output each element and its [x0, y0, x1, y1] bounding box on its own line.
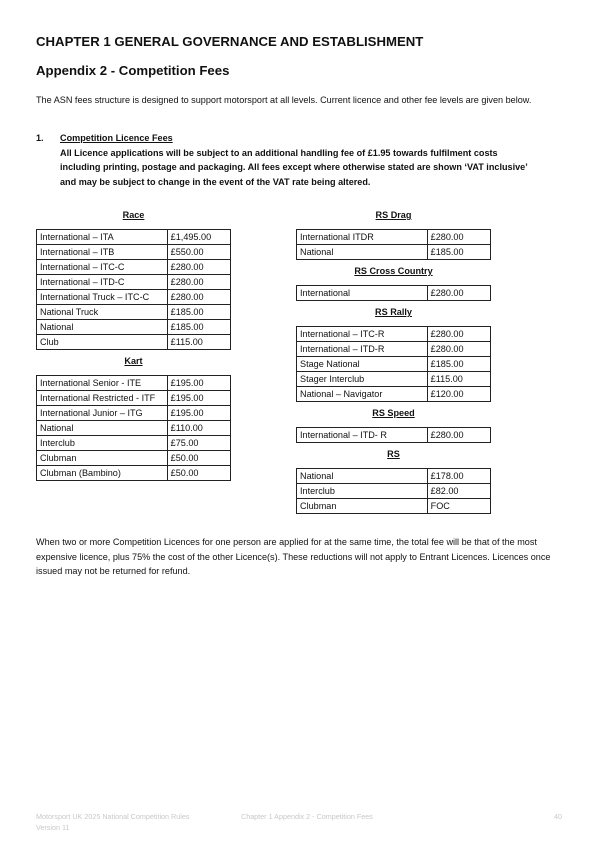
licence-name: Stager Interclub [297, 372, 428, 387]
licence-name: International – ITC-C [37, 260, 168, 275]
licence-fee: £120.00 [427, 387, 490, 402]
licence-fee: £280.00 [427, 342, 490, 357]
licence-fee: £115.00 [427, 372, 490, 387]
table-row [37, 436, 231, 451]
kart-fees-table [36, 375, 231, 481]
licence-name: National [297, 245, 428, 260]
rs-table-title: RS [387, 449, 400, 459]
licence-fee: £185.00 [167, 305, 230, 320]
table-row [37, 466, 231, 481]
appendix-title: Appendix 2 - Competition Fees [36, 63, 230, 78]
table-row [297, 428, 491, 443]
licence-name: International – ITD-R [297, 342, 428, 357]
section-heading: Competition Licence Fees [60, 133, 173, 143]
table-row [37, 260, 231, 275]
licence-name: International Truck – ITC-C [37, 290, 168, 305]
licence-name: International ITDR [297, 230, 428, 245]
licence-fee: £280.00 [427, 327, 490, 342]
table-row [37, 451, 231, 466]
kart-table-title: Kart [124, 356, 143, 366]
intro-paragraph: The ASN fees structure is designed to support motorsport at all levels. Current licence and other fee levels are given below. [36, 95, 532, 105]
table-row [297, 327, 491, 342]
licence-fee: £280.00 [167, 275, 230, 290]
licence-fee: £280.00 [427, 286, 490, 301]
licence-fee: FOC [427, 499, 490, 514]
licence-name: Clubman [297, 499, 428, 514]
left-column [36, 209, 231, 486]
licence-name: Clubman [37, 451, 168, 466]
licence-name: International – ITD- R [297, 428, 428, 443]
handling-fee-notice: All Licence applications will be subject to an additional handling fee of £1.95 towards fulfilment costs including printing, postage and packaging. All fees except where otherwise stated are shown ‘VAT inclusive’ and may be subject to change in the event of the VAT rate being altered. [60, 147, 528, 187]
licence-fee: £178.00 [427, 469, 490, 484]
licence-name: International – ITB [37, 245, 168, 260]
footer-document-info [36, 812, 189, 833]
multiple-licence-policy-paragraph: When two or more Competition Licences for one person are applied for at the same time, the total fee will be that of the most expensive licence, plus 75% the cost of the other Licence(s). These reductions will not apply to Entrant Licences. Licences once issued may not be returned for refund. [36, 537, 551, 576]
race-table-title: Race [122, 210, 145, 220]
section-number: 1. [36, 133, 44, 143]
licence-name: Club [37, 335, 168, 350]
footer-document-title: Motorsport UK 2025 National Competition Rules [36, 812, 190, 821]
rs-drag-table-title: RS Drag [375, 210, 412, 220]
licence-fee: £185.00 [167, 320, 230, 335]
rs-speed-table-title: RS Speed [372, 408, 415, 418]
table-row [37, 406, 231, 421]
table-row [37, 230, 231, 245]
licence-fee: £75.00 [167, 436, 230, 451]
licence-name: International Restricted - ITF [37, 391, 168, 406]
rs-fees-table [296, 468, 491, 514]
rs-cross-country-table-title: RS Cross Country [354, 266, 433, 276]
table-row [297, 484, 491, 499]
table-row [37, 245, 231, 260]
licence-fee: £280.00 [427, 230, 490, 245]
licence-fee: £195.00 [167, 391, 230, 406]
licence-fee: £1,495.00 [167, 230, 230, 245]
licence-fee: £185.00 [427, 357, 490, 372]
licence-name: National [37, 421, 168, 436]
table-row [37, 335, 231, 350]
licence-name: National Truck [37, 305, 168, 320]
licence-name: International – ITD-C [37, 275, 168, 290]
licence-name: International Senior - ITE [37, 376, 168, 391]
table-row [297, 387, 491, 402]
licence-fee: £50.00 [167, 466, 230, 481]
table-row [297, 230, 491, 245]
table-row [297, 499, 491, 514]
licence-name: National – Navigator [297, 387, 428, 402]
licence-name: International [297, 286, 428, 301]
table-row [37, 290, 231, 305]
rs-speed-fees-table [296, 427, 491, 443]
table-row [297, 286, 491, 301]
table-row [37, 421, 231, 436]
rs-rally-fees-table [296, 326, 491, 402]
footer-section-title: Chapter 1 Appendix 2 - Competition Fees [241, 812, 373, 821]
race-fees-table [36, 229, 231, 350]
rs-drag-fees-table [296, 229, 491, 260]
licence-fee: £50.00 [167, 451, 230, 466]
licence-fee: £280.00 [167, 260, 230, 275]
table-row [37, 376, 231, 391]
table-row [297, 469, 491, 484]
licence-name: Clubman (Bambino) [37, 466, 168, 481]
table-row [37, 391, 231, 406]
table-row [297, 372, 491, 387]
licence-fee: £82.00 [427, 484, 490, 499]
licence-fee: £185.00 [427, 245, 490, 260]
table-row [297, 357, 491, 372]
footer-version: Version 11 [36, 822, 70, 832]
table-row [297, 342, 491, 357]
table-row [297, 245, 491, 260]
licence-name: National [297, 469, 428, 484]
licence-fee: £195.00 [167, 376, 230, 391]
page-number: 40 [554, 812, 562, 821]
licence-name: International – ITC-R [297, 327, 428, 342]
licence-fee: £195.00 [167, 406, 230, 421]
licence-fee: £280.00 [427, 428, 490, 443]
licence-name: International – ITA [37, 230, 168, 245]
licence-name: Interclub [37, 436, 168, 451]
licence-name: Interclub [297, 484, 428, 499]
table-row [37, 320, 231, 335]
licence-fee: £280.00 [167, 290, 230, 305]
chapter-title: CHAPTER 1 GENERAL GOVERNANCE AND ESTABLISHMENT [36, 34, 424, 49]
rs-cross-country-fees-table [296, 285, 491, 301]
licence-name: National [37, 320, 168, 335]
table-row [37, 275, 231, 290]
licence-fee: £115.00 [167, 335, 230, 350]
licence-name: Stage National [297, 357, 428, 372]
licence-name: International Junior – ITG [37, 406, 168, 421]
rs-rally-table-title: RS Rally [375, 307, 412, 317]
licence-fee: £550.00 [167, 245, 230, 260]
right-column [296, 209, 491, 519]
licence-fee: £110.00 [167, 421, 230, 436]
table-row [37, 305, 231, 320]
